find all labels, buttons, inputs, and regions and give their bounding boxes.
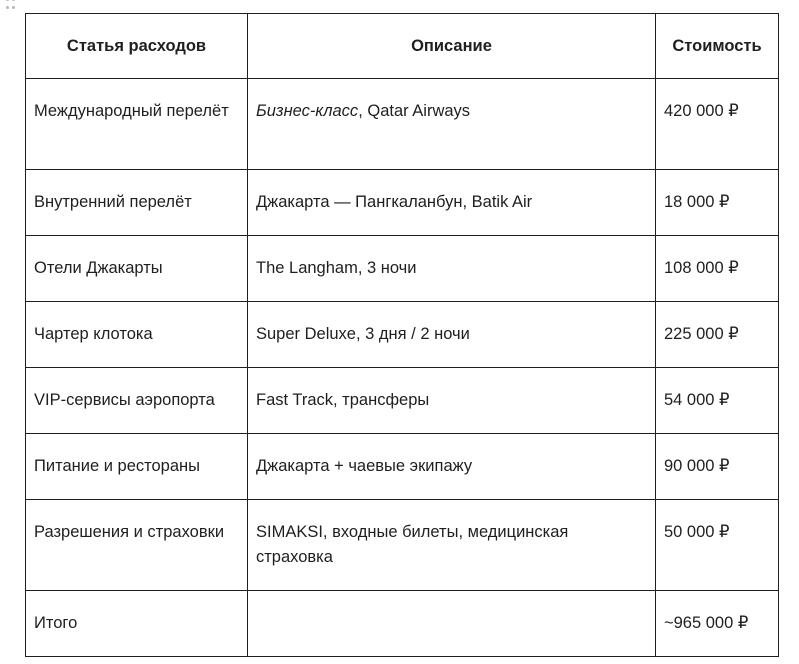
table-header-row [26, 14, 779, 79]
expenses-table [25, 13, 779, 657]
total-description [248, 591, 656, 657]
table-row [26, 170, 779, 236]
row-cost: 90 000 ₽ [656, 434, 779, 500]
row-item: Разрешения и страховки [26, 500, 248, 591]
row-description: The Langham, 3 ночи [248, 236, 656, 302]
row-item: Питание и рестораны [26, 434, 248, 500]
table-row [26, 500, 779, 591]
row-cost: 18 000 ₽ [656, 170, 779, 236]
total-cost: ~965 000 ₽ [656, 591, 779, 657]
table-row [26, 236, 779, 302]
row-item: Чартер клотока [26, 302, 248, 368]
header-cost: Стоимость [656, 14, 779, 79]
header-item: Статья расходов [26, 14, 248, 79]
row-description-text: , Qatar Airways [358, 102, 471, 120]
row-cost: 420 000 ₽ [656, 79, 779, 170]
table-total-row [26, 591, 779, 657]
row-description: SIMAKSI, входные билеты, медицинская страховка [248, 500, 656, 591]
drag-handle-icon[interactable] [6, 0, 18, 10]
row-cost: 225 000 ₽ [656, 302, 779, 368]
row-item: Международный перелёт [26, 79, 248, 170]
header-description: Описание [248, 14, 656, 79]
row-description [248, 79, 656, 170]
row-item: Внутренний перелёт [26, 170, 248, 236]
row-description: Fast Track, трансферы [248, 368, 656, 434]
table-row [26, 79, 779, 170]
row-description-italic: Бизнес-класс [256, 102, 359, 120]
table-row [26, 368, 779, 434]
row-cost: 108 000 ₽ [656, 236, 779, 302]
row-description: Super Deluxe, 3 дня / 2 ночи [248, 302, 656, 368]
table-row [26, 302, 779, 368]
row-description: Джакарта + чаевые экипажу [248, 434, 656, 500]
row-cost: 50 000 ₽ [656, 500, 779, 591]
row-item: Отели Джакарты [26, 236, 248, 302]
row-cost: 54 000 ₽ [656, 368, 779, 434]
row-description: Джакарта — Пангкаланбун, Batik Air [248, 170, 656, 236]
total-label: Итого [26, 591, 248, 657]
table-row [26, 434, 779, 500]
row-item: VIP-сервисы аэропорта [26, 368, 248, 434]
